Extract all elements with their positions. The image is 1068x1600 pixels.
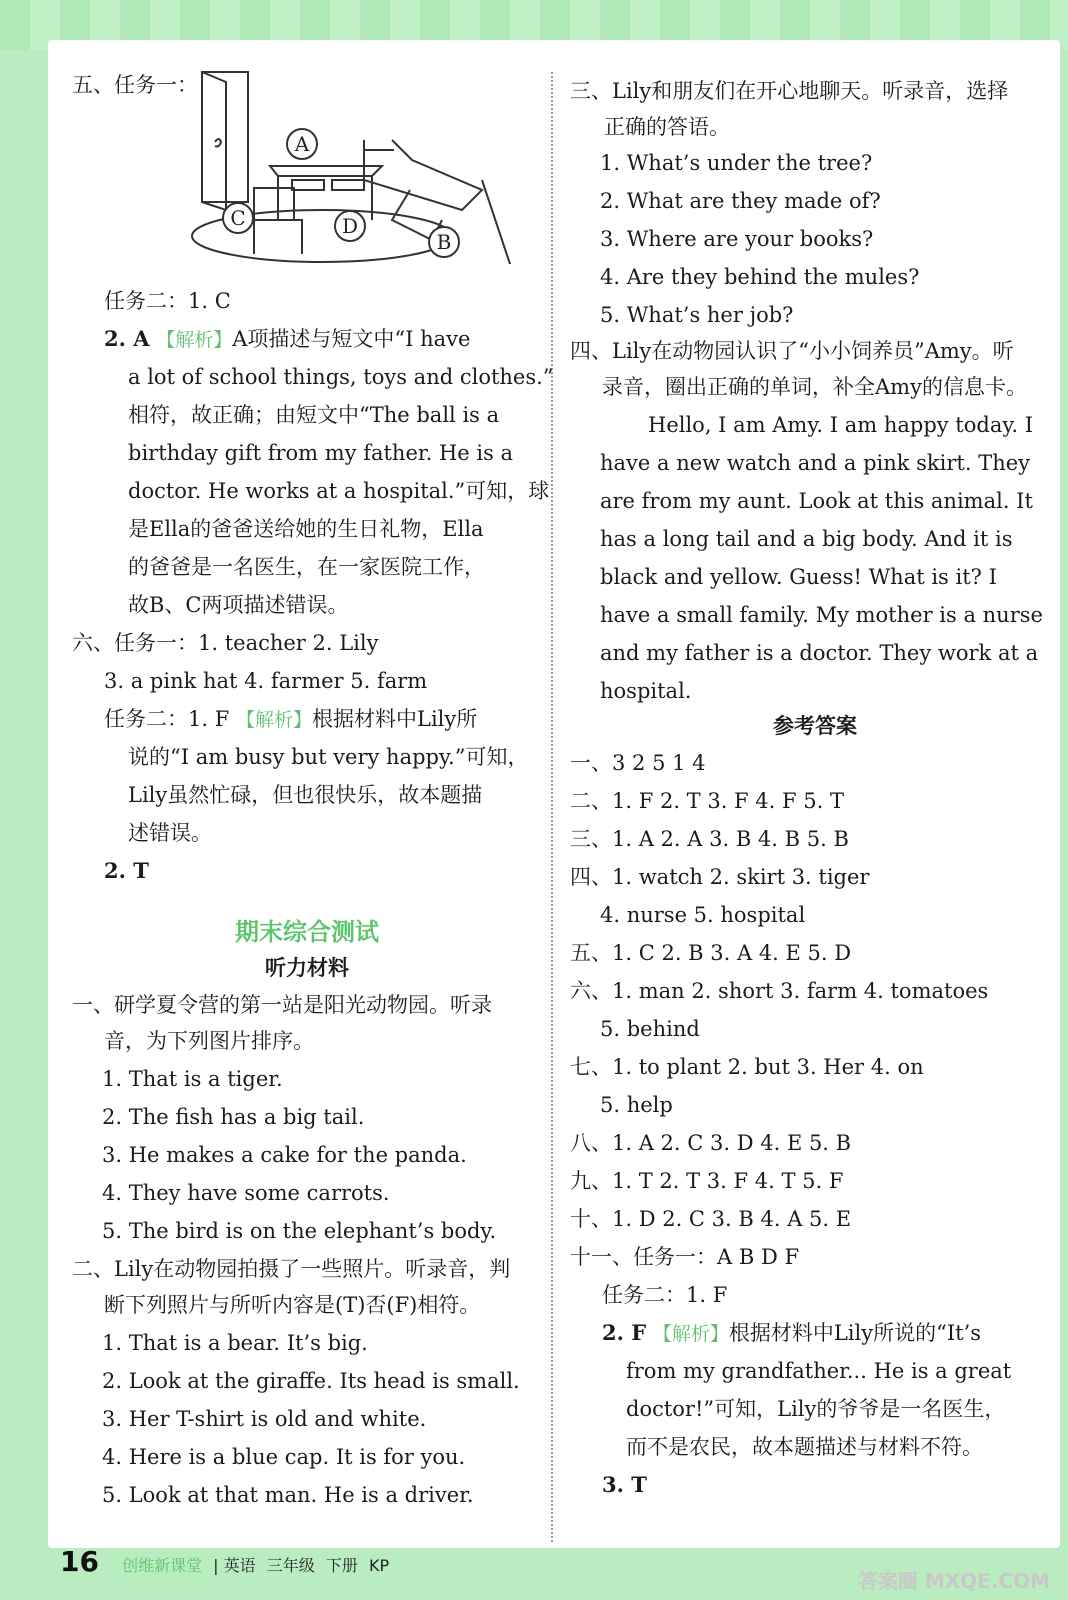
answer-line: 四、1. watch 2. skirt 3. tiger: [570, 865, 870, 889]
fig-label-b: B: [436, 230, 452, 254]
analysis-line: 说的“I am busy but very happy.”可知，: [128, 745, 529, 769]
script-line: 1. That is a bear. It’s big.: [102, 1331, 368, 1355]
answer-line: [104, 324, 470, 355]
answer-line: 任务二：1. C: [104, 289, 231, 313]
analysis-line: 的爸爸是一名医生，在一家医院工作，: [128, 555, 485, 579]
answer-line: 5. behind: [600, 1017, 700, 1041]
answer-line: 五、1. C 2. B 3. A 4. E 5. D: [570, 941, 852, 965]
analysis-line: doctor!”可知，Lily的爷爷是一名医生，: [626, 1397, 1006, 1421]
answer-line: 十、1. D 2. C 3. B 4. A 5. E: [570, 1207, 852, 1231]
script-line: 4. Here is a blue cap. It is for you.: [102, 1445, 466, 1469]
analysis-line: 述错误。: [128, 821, 212, 845]
script-line: 3. Where are your books?: [600, 227, 874, 251]
analysis-line: doctor. He works at a hospital.”可知，球: [128, 479, 550, 503]
script-line: 1. What’s under the tree?: [600, 151, 873, 175]
answer-line: 3. T: [602, 1472, 647, 1497]
script-line: 2. Look at the giraffe. Its head is small.: [102, 1369, 520, 1393]
analysis-line: birthday gift from my father. He is a: [128, 441, 514, 465]
answer-line: 十一、任务一：A B D F: [570, 1245, 800, 1269]
passage-line: has a long tail and a big body. And it is: [600, 527, 1013, 551]
analysis-text: A项描述与短文中“I have: [232, 327, 471, 351]
column-divider: [551, 72, 553, 1542]
answer-line: 一、3 2 5 1 4: [570, 751, 706, 775]
answer-line: 三、1. A 2. A 3. B 4. B 5. B: [570, 827, 849, 851]
question-line: 断下列照片与所听内容是(T)否(F)相符。: [104, 1293, 481, 1317]
answer-line: 二、1. F 2. T 3. F 4. F 5. T: [570, 789, 844, 813]
answer-line: [104, 704, 477, 735]
edition-label: KP: [368, 1556, 390, 1575]
question-line: 三、Lily和朋友们在开心地聊天。听录音，选择: [570, 79, 1009, 103]
answer-line: 3. a pink hat 4. farmer 5. farm: [104, 669, 428, 693]
analysis-line: 故B、C两项描述错误。: [128, 593, 349, 617]
question-line: 录音，圈出正确的单词，补全Amy的信息卡。: [602, 375, 1027, 399]
passage-line: Hello, I am Amy. I am happy today. I: [648, 413, 1034, 437]
fig-label-a: A: [294, 132, 310, 156]
passage-line: have a small family. My mother is a nurse: [600, 603, 1043, 627]
listening-title: 听力材料: [265, 956, 349, 980]
answer-number: 2. F: [602, 1320, 647, 1345]
script-line: 4. Are they behind the mules?: [600, 265, 920, 289]
fig-label-d: D: [341, 214, 359, 238]
term-label: 下册: [325, 1556, 358, 1575]
analysis-line: 相符，故正确；由短文中“The ball is a: [128, 403, 500, 427]
script-line: 5. The bird is on the elephant’s body.: [102, 1219, 497, 1243]
answer-line: 八、1. A 2. C 3. D 4. E 5. B: [570, 1131, 852, 1155]
answer-line: 5. help: [600, 1093, 673, 1117]
task-title: 五、任务一：: [72, 73, 198, 97]
script-line: 4. They have some carrots.: [102, 1181, 390, 1205]
script-line: 5. Look at that man. He is a driver.: [102, 1483, 474, 1507]
answer-line: [602, 1318, 981, 1349]
answer-number: 任务二：1. F: [104, 707, 230, 731]
script-line: 1. That is a tiger.: [102, 1067, 283, 1091]
answer-line: 九、1. T 2. T 3. F 4. T 5. F: [570, 1169, 844, 1193]
question-line: 二、Lily在动物园拍摄了一些照片。听录音，判: [72, 1257, 511, 1281]
answer-line: 七、1. to plant 2. but 3. Her 4. on: [570, 1055, 924, 1079]
question-line: 正确的答语。: [604, 115, 730, 139]
page-number: 16: [60, 1545, 99, 1578]
grade-label: 三年级: [266, 1556, 315, 1575]
page-footer: [60, 1545, 389, 1578]
room-illustration: [182, 70, 512, 264]
passage-line: are from my aunt. Look at this animal. It: [600, 489, 1033, 513]
analysis-text: 根据材料中Lily所: [312, 707, 478, 731]
analysis-line: Lily虽然忙碌，但也很快乐，故本题描: [128, 783, 483, 807]
passage-line: have a new watch and a pink skirt. They: [600, 451, 1031, 475]
script-line: 3. Her T-shirt is old and white.: [102, 1407, 427, 1431]
answer-line: 2. T: [104, 858, 149, 883]
question-line: 一、研学夏令营的第一站是阳光动物园。听录: [72, 993, 492, 1017]
analysis-line: from my grandfather... He is a great: [626, 1359, 1012, 1383]
analysis-line: a lot of school things, toys and clothes.”: [128, 365, 554, 389]
analysis-tag: 【解析】: [652, 1323, 729, 1345]
subject-label: | 英语: [213, 1556, 256, 1575]
passage-line: black and yellow. Guess! What is it? I: [600, 565, 997, 589]
brand-name: 创维新课堂: [122, 1556, 203, 1575]
question-line: 四、Lily在动物园认识了“小小饲养员”Amy。听: [570, 339, 1014, 363]
answer-line: 4. nurse 5. hospital: [600, 903, 806, 927]
passage-line: hospital.: [600, 679, 692, 703]
answer-line: 六、1. man 2. short 3. farm 4. tomatoes: [570, 979, 989, 1003]
answer-number: 2. A: [104, 326, 150, 351]
section-title: 期末综合测试: [235, 918, 379, 946]
script-line: 2. The fish has a big tail.: [102, 1105, 365, 1129]
analysis-tag: 【解析】: [235, 709, 312, 731]
analysis-text: 根据材料中Lily所说的“It’s: [728, 1321, 982, 1345]
analysis-line: 而不是农民，故本题描述与材料不符。: [626, 1435, 983, 1459]
script-line: 2. What are they made of?: [600, 189, 881, 213]
answers-title: 参考答案: [773, 714, 857, 738]
script-line: 5. What’s her job?: [600, 303, 794, 327]
answer-line: 六、任务一：1. teacher 2. Lily: [72, 631, 379, 655]
page-sheet: [48, 40, 1060, 1548]
analysis-tag: 【解析】: [156, 329, 233, 351]
answer-line: 任务二：1. F: [602, 1283, 728, 1307]
script-line: 3. He makes a cake for the panda.: [102, 1143, 467, 1167]
watermark: 答案圈 MXQE.COM: [857, 1569, 1050, 1593]
analysis-line: 是Ella的爸爸送给她的生日礼物，Ella: [128, 517, 484, 541]
passage-line: and my father is a doctor. They work at a: [600, 641, 1039, 665]
question-line: 音，为下列图片排序。: [104, 1029, 314, 1053]
fig-label-c: C: [230, 206, 246, 230]
